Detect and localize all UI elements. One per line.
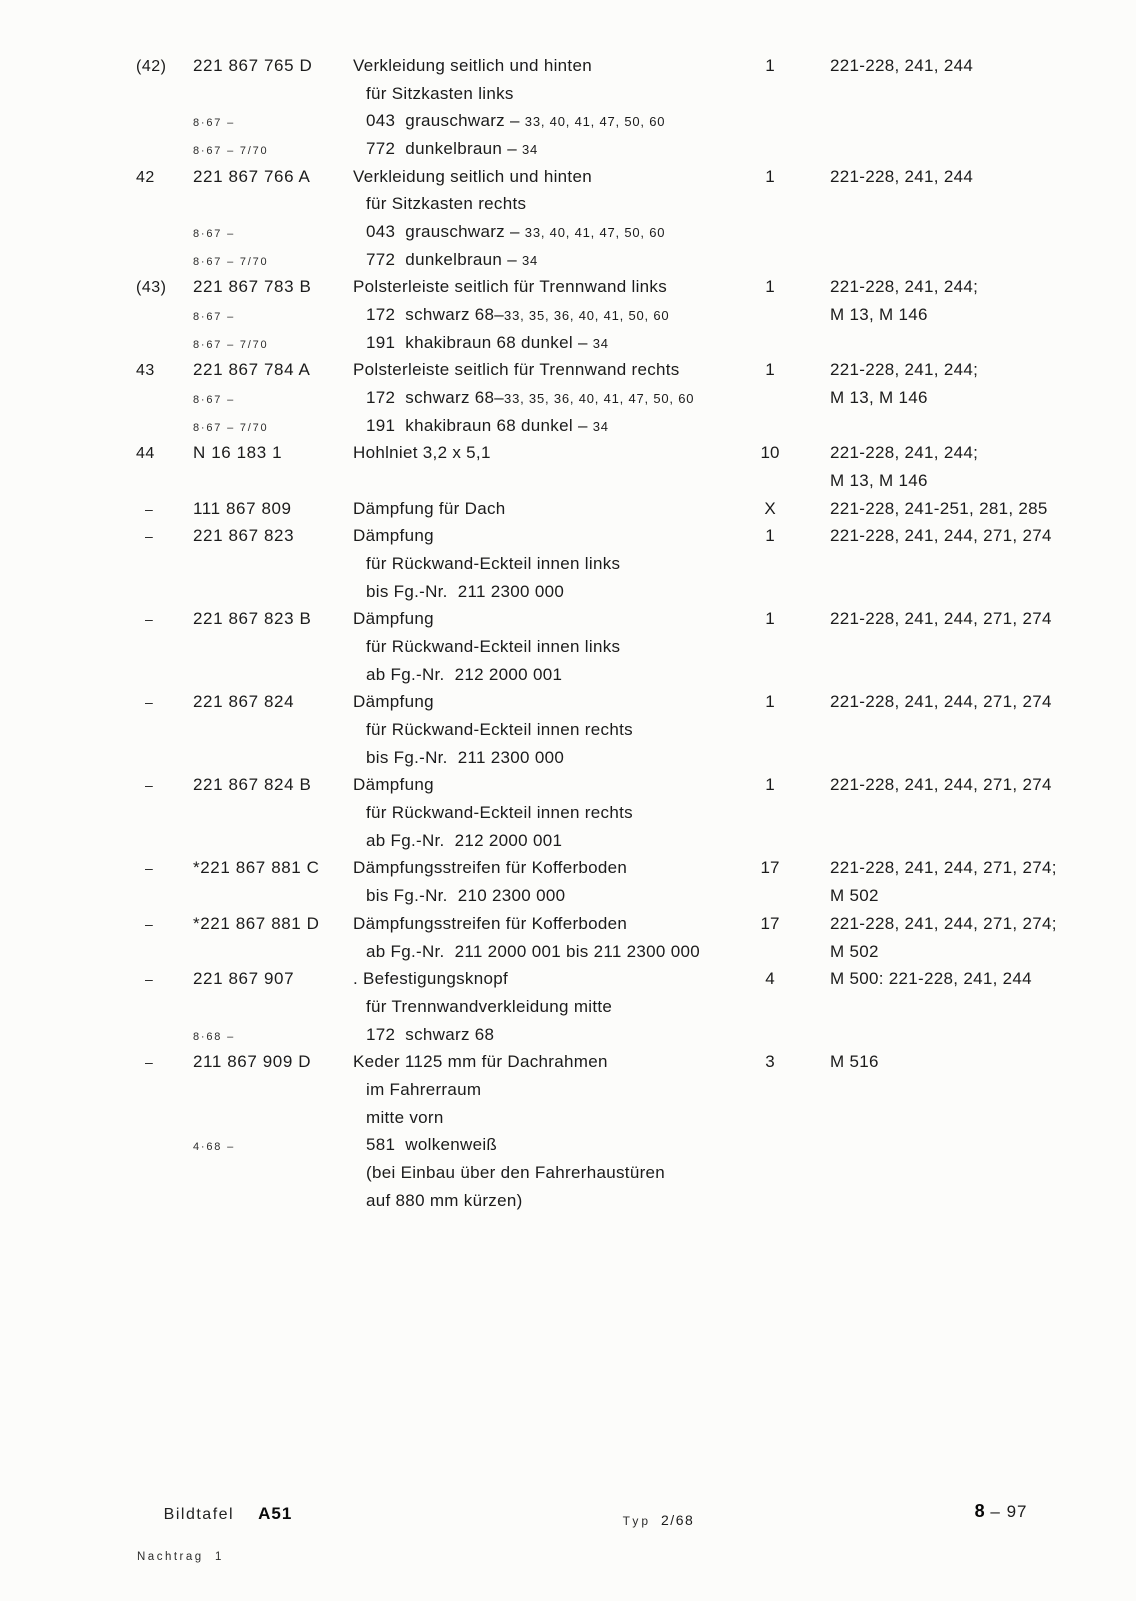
color-code-numbers: 34 xyxy=(522,252,539,268)
color-code-numbers: 34 xyxy=(522,142,539,158)
col-date-range: 8·67 – xyxy=(193,117,235,130)
table-row xyxy=(136,554,1130,582)
table-row xyxy=(136,194,1130,222)
col-date-range: 8·67 – 7/70 xyxy=(193,338,269,351)
table-row xyxy=(136,831,1130,859)
col-quantity: 4 xyxy=(765,969,775,989)
footer-left xyxy=(137,1486,292,1599)
table-row xyxy=(136,360,1130,388)
table-row xyxy=(136,692,1130,720)
col-description: 191 khakibraun 68 dunkel – 34 xyxy=(366,332,609,352)
col-part-number: 221 867 907 xyxy=(193,969,295,989)
table-row xyxy=(136,443,1130,471)
col-position: – xyxy=(145,1054,154,1071)
col-description: 043 grauschwarz – 33, 40, 41, 47, 50, 60 xyxy=(366,222,666,242)
col-part-number: 221 867 824 B xyxy=(193,775,312,795)
table-row xyxy=(136,139,1130,167)
col-models: 221-228, 241, 244; xyxy=(830,443,979,463)
col-quantity: 1 xyxy=(765,56,775,75)
col-quantity: 1 xyxy=(765,277,775,297)
col-description: Polsterleiste seitlich für Trennwand links xyxy=(353,277,668,297)
col-quantity: 10 xyxy=(760,443,780,463)
col-models: 221-228, 241, 244, 271, 274; xyxy=(830,858,1057,878)
col-description: für Rückwand-Eckteil innen links xyxy=(366,637,621,657)
col-date-range: 8·67 – 7/70 xyxy=(193,421,269,434)
col-part-number: N 16 183 1 xyxy=(193,443,283,463)
col-models: 221-228, 241, 244; xyxy=(830,360,979,380)
col-quantity: 1 xyxy=(765,166,775,186)
col-part-number: 111 867 809 xyxy=(193,498,292,518)
col-models: 221-228, 241, 244, 271, 274 xyxy=(830,526,1052,546)
type-value: 2/68 xyxy=(661,1512,695,1528)
col-description: ab Fg.-Nr. 212 2000 001 xyxy=(366,830,563,850)
col-description: ab Fg.-Nr. 212 2000 001 xyxy=(366,664,563,684)
col-description: bis Fg.-Nr. 210 2300 000 xyxy=(366,886,566,906)
table-row xyxy=(136,1135,1130,1163)
col-models: M 13, M 146 xyxy=(830,471,928,491)
col-part-number: 221 867 766 A xyxy=(193,166,311,186)
col-description: Dämpfung xyxy=(353,526,434,546)
col-date-range: 8·68 – xyxy=(193,1030,235,1043)
table-row xyxy=(136,997,1130,1025)
col-date-range: 4·68 – xyxy=(193,1141,235,1154)
table-row xyxy=(136,499,1130,527)
col-description: (bei Einbau über den Fahrerhaustüren xyxy=(366,1162,666,1182)
table-row xyxy=(136,84,1130,112)
col-description: 172 schwarz 68–33, 35, 36, 40, 41, 47, 50, 60 xyxy=(366,388,695,408)
col-part-number: 221 867 784 A xyxy=(193,360,311,380)
table-row xyxy=(136,914,1130,942)
col-description: 172 schwarz 68–33, 35, 36, 40, 41, 50, 60 xyxy=(366,305,670,325)
col-models: 221-228, 241, 244 xyxy=(830,56,974,75)
col-part-number: 221 867 823 xyxy=(193,526,295,546)
footer xyxy=(0,1480,1136,1563)
table-row xyxy=(136,471,1130,499)
col-models: 221-228, 241, 244, 271, 274 xyxy=(830,609,1052,629)
page-number xyxy=(948,1483,1028,1540)
col-position: – xyxy=(145,971,154,988)
col-position: – xyxy=(145,528,154,545)
col-description: für Sitzkasten links xyxy=(366,83,514,103)
col-description: Dämpfung xyxy=(353,692,434,712)
col-description: für Trennwandverkleidung mitte xyxy=(366,996,613,1016)
table-row xyxy=(136,665,1130,693)
col-models: M 13, M 146 xyxy=(830,388,928,408)
col-models: 221-228, 241, 244, 271, 274 xyxy=(830,775,1052,795)
table-row xyxy=(136,333,1130,361)
col-models: 221-228, 241, 244, 271, 274; xyxy=(830,913,1057,933)
col-position: – xyxy=(145,694,154,711)
col-date-range: 8·67 – xyxy=(193,311,235,324)
col-quantity: 1 xyxy=(765,360,775,380)
table-row xyxy=(136,250,1130,278)
table-row xyxy=(136,1080,1130,1108)
col-part-number: 221 867 783 B xyxy=(193,277,312,297)
color-code-numbers: 33, 35, 36, 40, 41, 47, 50, 60 xyxy=(504,391,695,407)
parts-table xyxy=(136,56,1130,1218)
col-models: 221-228, 241, 244; xyxy=(830,277,979,297)
col-models: 221-228, 241-251, 281, 285 xyxy=(830,498,1048,518)
table-row xyxy=(136,942,1130,970)
table-row xyxy=(136,56,1130,84)
col-description: 772 dunkelbraun – 34 xyxy=(366,139,539,159)
col-position: – xyxy=(145,777,154,794)
table-row xyxy=(136,305,1130,333)
table-row xyxy=(136,609,1130,637)
col-date-range: 8·67 – 7/70 xyxy=(193,255,269,268)
table-row xyxy=(136,775,1130,803)
col-description: . Befestigungsknopf xyxy=(353,969,509,989)
table-row xyxy=(136,748,1130,776)
col-position: (42) xyxy=(136,58,167,75)
col-description: 191 khakibraun 68 dunkel – 34 xyxy=(366,415,609,435)
col-description: Verkleidung seitlich und hinten xyxy=(353,166,592,186)
col-description: Dämpfung für Dach xyxy=(353,498,506,518)
col-description: auf 880 mm kürzen) xyxy=(366,1190,523,1210)
col-quantity: X xyxy=(764,498,776,518)
col-description: Dämpfungsstreifen für Kofferboden xyxy=(353,913,628,933)
col-models: M 13, M 146 xyxy=(830,305,928,325)
col-date-range: 8·67 – xyxy=(193,394,235,407)
table-row xyxy=(136,526,1130,554)
page-number-rest: – 97 xyxy=(984,1502,1028,1521)
col-part-number: 221 867 823 B xyxy=(193,609,312,629)
col-position: – xyxy=(145,915,154,932)
col-description: für Rückwand-Eckteil innen rechts xyxy=(366,720,633,740)
col-position: 44 xyxy=(136,445,155,463)
col-models: M 502 xyxy=(830,941,879,961)
col-models: 221-228, 241, 244, 271, 274 xyxy=(830,692,1052,712)
plate-label: Bildtafel xyxy=(163,1506,235,1523)
col-position: – xyxy=(145,611,154,628)
type-label: Typ xyxy=(622,1514,652,1528)
plate-number: A51 xyxy=(258,1504,293,1523)
table-row xyxy=(136,1191,1130,1219)
col-part-number: 211 867 909 D xyxy=(193,1052,312,1072)
col-date-range: 8·67 – 7/70 xyxy=(193,145,269,158)
table-row xyxy=(136,111,1130,139)
col-description: für Rückwand-Eckteil innen links xyxy=(366,554,621,574)
col-models: M 516 xyxy=(830,1052,879,1072)
col-models: M 502 xyxy=(830,886,879,906)
col-part-number: *221 867 881 D xyxy=(193,913,320,933)
color-code-numbers: 33, 40, 41, 47, 50, 60 xyxy=(524,114,666,130)
table-row xyxy=(136,1163,1130,1191)
table-row xyxy=(136,582,1130,610)
col-description: Dämpfung xyxy=(353,609,434,629)
page-number-bold: 8 xyxy=(974,1501,985,1521)
color-code-numbers: 34 xyxy=(592,418,609,434)
col-quantity: 17 xyxy=(760,913,780,933)
col-description: 172 schwarz 68 xyxy=(366,1024,495,1044)
color-code-numbers: 33, 40, 41, 47, 50, 60 xyxy=(524,225,666,241)
table-row xyxy=(136,167,1130,195)
col-part-number: 221 867 824 xyxy=(193,692,295,712)
table-row xyxy=(136,388,1130,416)
table-row xyxy=(136,720,1130,748)
col-description: mitte vorn xyxy=(366,1107,444,1127)
col-part-number: *221 867 881 C xyxy=(193,858,320,878)
table-row xyxy=(136,858,1130,886)
col-description: Hohlniet 3,2 x 5,1 xyxy=(353,443,491,463)
col-quantity: 1 xyxy=(765,609,775,629)
col-description: Polsterleiste seitlich für Trennwand rechts xyxy=(353,360,680,380)
col-description: Dämpfungsstreifen für Kofferboden xyxy=(353,858,628,878)
col-description: bis Fg.-Nr. 211 2300 000 xyxy=(366,747,565,767)
col-description: Keder 1125 mm für Dachrahmen xyxy=(353,1052,608,1072)
table-row xyxy=(136,1025,1130,1053)
col-part-number: 221 867 765 D xyxy=(193,56,313,75)
table-row xyxy=(136,1052,1130,1080)
col-models: 221-228, 241, 244 xyxy=(830,166,974,186)
color-code-numbers: 34 xyxy=(592,335,609,351)
col-description: 772 dunkelbraun – 34 xyxy=(366,249,539,269)
col-description: ab Fg.-Nr. 211 2000 001 bis 211 2300 000 xyxy=(366,941,700,961)
col-quantity: 3 xyxy=(765,1052,775,1072)
col-position: – xyxy=(145,860,154,877)
table-row xyxy=(136,637,1130,665)
table-row xyxy=(136,969,1130,997)
col-quantity: 1 xyxy=(765,692,775,712)
col-description: 043 grauschwarz – 33, 40, 41, 47, 50, 60 xyxy=(366,111,666,131)
table-row xyxy=(136,1108,1130,1136)
col-description: für Sitzkasten rechts xyxy=(366,194,527,214)
col-position: 43 xyxy=(136,362,155,380)
col-description: bis Fg.-Nr. 211 2300 000 xyxy=(366,581,565,601)
col-description: Verkleidung seitlich und hinten xyxy=(353,56,592,75)
color-code-numbers: 33, 35, 36, 40, 41, 50, 60 xyxy=(504,308,670,324)
footer-center xyxy=(596,1494,694,1548)
table-row xyxy=(136,222,1130,250)
table-row xyxy=(136,803,1130,831)
col-description: 581 wolkenweiß xyxy=(366,1135,498,1155)
col-description: Dämpfung xyxy=(353,775,434,795)
col-position: (43) xyxy=(136,279,167,297)
col-description: für Rückwand-Eckteil innen rechts xyxy=(366,803,633,823)
col-quantity: 1 xyxy=(765,526,775,546)
col-models: M 500: 221-228, 241, 244 xyxy=(830,969,1032,989)
table-row xyxy=(136,886,1130,914)
supplement-label: Nachtrag 1 xyxy=(137,1551,224,1563)
col-quantity: 17 xyxy=(760,858,780,878)
col-date-range: 8·67 – xyxy=(193,228,235,241)
col-description: im Fahrerraum xyxy=(366,1079,482,1099)
table-row xyxy=(136,416,1130,444)
col-position: – xyxy=(145,500,154,517)
col-position: 42 xyxy=(136,168,155,186)
col-quantity: 1 xyxy=(765,775,775,795)
table-row xyxy=(136,277,1130,305)
